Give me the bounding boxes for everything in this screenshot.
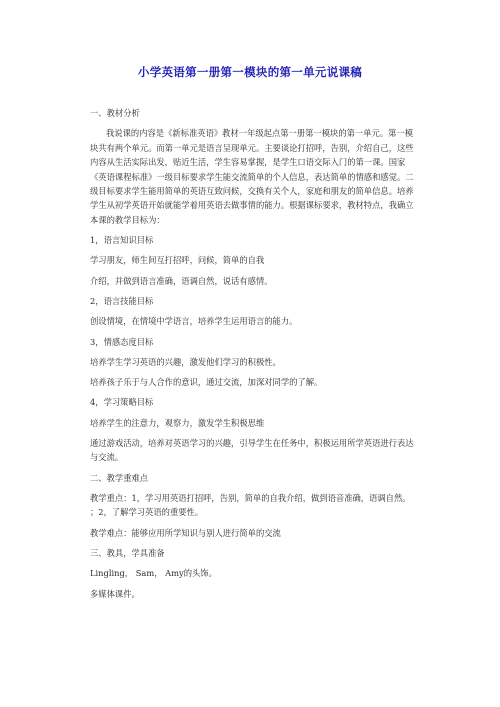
section-heading-1: 一、教材分析 [90, 108, 140, 118]
paragraph-text: 多媒体课件。 [90, 588, 140, 599]
paragraph-text: 培养学生学习英语的兴趣，激发他们学习的积极性。 [90, 356, 281, 367]
section-heading-3: 三、教具，学具准备 [90, 548, 165, 558]
paragraph-text: 培养孩子乐于与人合作的意识，通过交流，加深对同学的了解。 [90, 377, 323, 388]
section-heading-2: 二、教学重难点 [90, 472, 149, 483]
objective-heading-2: 2，语言技能目标 [90, 295, 154, 306]
objective-heading-4: 4，学习策略目标 [90, 397, 154, 408]
paragraph-text: Lingling， Sam， Amy的头饰。 [90, 568, 217, 579]
objective-heading-1: 1，语言知识目标 [90, 235, 154, 246]
paragraph-text: 介绍，并做到语言准确，语调自然，说话有感情。 [90, 275, 273, 286]
document-title: 小学英语第一册第一模块的第一单元说课稿 [137, 65, 363, 79]
objective-heading-3: 3，情感态度目标 [90, 336, 154, 347]
paragraph-text: 创设情境，在情境中学语言，培养学生运用语言的能力。 [90, 316, 298, 327]
paragraph-intro: 我说课的内容是《新标准英语》教材一年级起点第一册第一模块的第一单元。第一模块共有两个单元。而第一单元是语言呈现单元。主要谈论打招呼，告别，介绍自己，这些内容从生活实际出发，贴近生活，学生容易掌握，是学生口语交际入门的第一课。国家《英语课程标准》一级目标要求学生能交流简单的个人信息，表达简单的情感和感觉。二级目标要求学生能用简单的英语互致问候，交换有关个人，家庭和朋友的简单信息。培养学生从初学英语开始就能学着用英语去做事情的能力。根据课标要求，教材特点，我确立本课的教学目标为： [90, 128, 414, 225]
paragraph-text: 学习朋友，师生间互打招呼，问候，简单的自我 [90, 255, 265, 266]
paragraph-text: 教学重点：1，学习用英语打招呼，告别，简单的自我介绍，做到语音准确，语调自然。 ；2，了解学习英语的重要性。 [90, 493, 411, 518]
paragraph-text: 通过游戏活动，培养对英语学习的兴趣，引导学生在任务中，积极运用所学英语进行表达与交流。 [90, 438, 414, 463]
paragraph-text: 教学难点：能够应用所学知识与别人进行简单的交流 [90, 527, 281, 538]
paragraph-text: 培养学生的注意力，观察力，激发学生积极思维 [90, 417, 265, 428]
document-body [90, 106, 420, 607]
